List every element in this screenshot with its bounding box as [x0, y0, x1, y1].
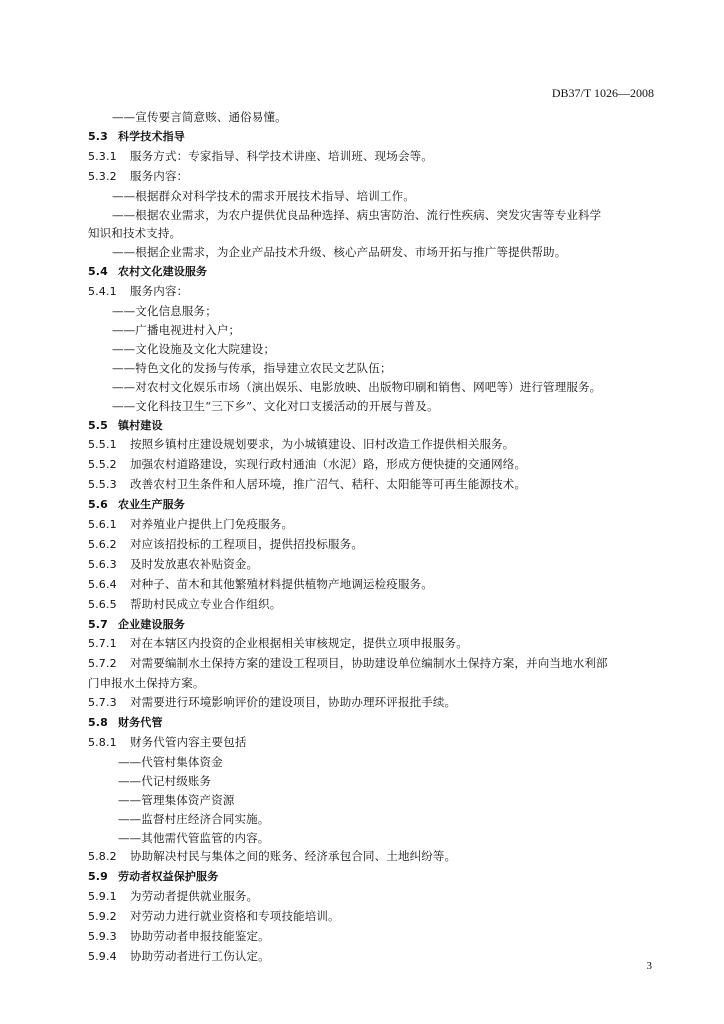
clause-number: 5.6.4	[88, 577, 117, 591]
section-title: 农村文化建设服务	[118, 265, 208, 279]
clause-line	[88, 693, 656, 713]
clause-number: 5.6.5	[88, 597, 117, 611]
clause-number: 5.5.3	[88, 478, 117, 492]
section-title: 镇村建设	[118, 418, 163, 432]
clause-number: 5.9.2	[88, 910, 117, 924]
section-number: 5.8	[88, 716, 108, 730]
clause-line	[88, 535, 656, 555]
list-item: ——文化信息服务；	[112, 304, 217, 319]
list-item: ——宣传要言简意赅、通俗易懂。	[112, 110, 287, 124]
clause-text: 对养殖业户提供上门免疫服务。	[130, 517, 294, 532]
list-item: ——代记村级账务	[118, 773, 212, 788]
list-item: ——其他需代管监管的内容。	[118, 830, 270, 845]
list-item: ——根据群众对科学技术的需求开展技术指导、培训工作。	[112, 188, 415, 203]
clause-line	[88, 435, 656, 455]
clause-line	[88, 282, 656, 302]
section-heading	[88, 713, 656, 733]
section-number: 5.4	[88, 265, 108, 279]
section-number: 5.6	[88, 498, 108, 512]
page-number: 3	[646, 960, 652, 972]
clause-number: 5.9.1	[88, 890, 117, 904]
clause-line	[88, 475, 656, 495]
section-heading	[88, 262, 656, 282]
clause-line	[88, 634, 656, 654]
continuation-line: 门申报水土保持方案。	[88, 676, 205, 691]
clause-text: 协助劳动者进行工伤认定。	[130, 948, 270, 963]
clause-number: 5.8.1	[88, 736, 117, 749]
clause-number: 5.4.1	[88, 285, 117, 299]
clause-text: 财务代管内容主要包括	[130, 735, 247, 749]
clause-line	[88, 947, 656, 967]
section-title: 科学技术指导	[118, 129, 185, 143]
clause-text: 对在本辖区内投资的企业根据相关审核规定，提供立项申报服务。	[130, 636, 468, 651]
clause-number: 5.6.1	[88, 518, 117, 532]
section-number: 5.5	[88, 418, 108, 432]
document-body	[88, 108, 656, 967]
clause-text: 对需要编制水土保持方案的建设工程项目，协助建设单位编制水土保持方案，并向当地水利部	[130, 656, 608, 671]
section-heading	[88, 495, 656, 515]
clause-line	[88, 555, 656, 575]
clause-line	[88, 575, 656, 595]
section-number: 5.3	[88, 129, 108, 143]
clause-number: 5.7.3	[88, 696, 117, 710]
clause-text: 为劳动者提供就业服务。	[130, 889, 259, 904]
clause-text: 按照乡镇村庄建设规划要求，为小城镇建设、旧村改造工作提供相关服务。	[130, 437, 515, 452]
section-heading	[88, 416, 656, 436]
clause-text: 对应该招投标的工程项目，提供招投标服务。	[130, 536, 363, 551]
clause-text: 协助解决村民与集体之间的账务、经济承包合同、土地纠纷等。	[130, 849, 457, 864]
clause-number: 5.7.2	[88, 657, 117, 671]
section-number: 5.9	[88, 870, 108, 884]
clause-number: 5.7.1	[88, 637, 117, 651]
clause-number: 5.5.1	[88, 438, 117, 452]
list-item: ——管理集体资产资源	[118, 792, 235, 807]
list-item: ——特色文化的发扬与传承，指导建立农民文艺队伍；	[112, 360, 392, 375]
clause-line	[88, 927, 656, 947]
clause-text: 帮助村民成立专业合作组织。	[130, 596, 282, 611]
clause-line	[88, 887, 656, 907]
clause-line	[88, 733, 656, 753]
clause-number: 5.9.3	[88, 930, 117, 944]
section-title: 劳动者权益保护服务	[118, 870, 219, 884]
clause-text: 服务方式：专家指导、科学技术讲座、培训班、现场会等。	[130, 148, 433, 163]
section-title: 农业生产服务	[118, 498, 185, 512]
clause-line	[88, 654, 656, 674]
list-item: ——文化科技卫生“三下乡”、文化对口支援活动的开展与普及。	[112, 398, 439, 413]
section-title: 企业建设服务	[118, 617, 185, 631]
clause-number: 5.5.2	[88, 458, 117, 472]
clause-number: 5.3.1	[88, 149, 117, 163]
clause-text: 协助劳动者申报技能鉴定。	[130, 929, 270, 944]
section-number: 5.7	[88, 617, 108, 631]
clause-text: 加强农村道路建设，实现行政村通油（水泥）路，形成方便快捷的交通网络。	[130, 457, 527, 472]
list-item: ——代管村集体资金	[118, 754, 223, 769]
clause-line	[88, 455, 656, 475]
section-heading	[88, 615, 656, 635]
clause-text: 对需要进行环境影响评价的建设项目，协助办理环评报批手续。	[130, 695, 457, 710]
list-item: ——广播电视进村入户；	[112, 322, 241, 337]
clause-line	[88, 907, 656, 927]
section-heading	[88, 127, 656, 147]
list-item: ——监督村庄经济合同实施。	[118, 811, 270, 826]
clause-text: 对劳动力进行就业资格和专项技能培训。	[130, 909, 340, 924]
clause-line	[88, 515, 656, 535]
clause-number: 5.3.2	[88, 169, 117, 183]
list-item: ——文化设施及文化大院建设；	[112, 341, 276, 356]
list-item: ——根据企业需求，为企业产品技术升级、核心产品研发、市场开拓与推广等提供帮助。	[112, 245, 567, 260]
clause-line	[88, 847, 656, 867]
list-item: ——根据农业需求，为农户提供优良品种选择、病虫害防治、流行性疾病、突发灾害等专业科学	[112, 207, 602, 222]
clause-line	[88, 147, 656, 167]
clause-number: 5.6.2	[88, 537, 117, 551]
section-heading	[88, 867, 656, 887]
clause-line	[88, 595, 656, 615]
document-code: DB37/T 1026—2008	[551, 86, 654, 100]
clause-text: 服务内容：	[130, 168, 189, 183]
clause-text: 对种子、苗木和其他繁殖材料提供植物产地调运检疫服务。	[130, 576, 433, 591]
clause-text: 改善农村卫生条件和人居环境，推广沼气、秸秆、太阳能等可再生能源技术。	[130, 477, 527, 492]
clause-number: 5.9.4	[88, 949, 117, 963]
section-title: 财务代管	[118, 716, 163, 730]
clause-line	[88, 167, 656, 187]
clause-number: 5.6.3	[88, 557, 117, 571]
clause-number: 5.8.2	[88, 850, 117, 864]
continuation-line: 知识和技术支持。	[88, 226, 182, 241]
clause-text: 服务内容：	[130, 284, 189, 299]
list-item: ——对农村文化娱乐市场（演出娱乐、电影放映、出版物印刷和销售、网吧等）进行管理服务。	[112, 379, 602, 394]
clause-text: 及时发放惠农补贴资金。	[130, 556, 259, 571]
